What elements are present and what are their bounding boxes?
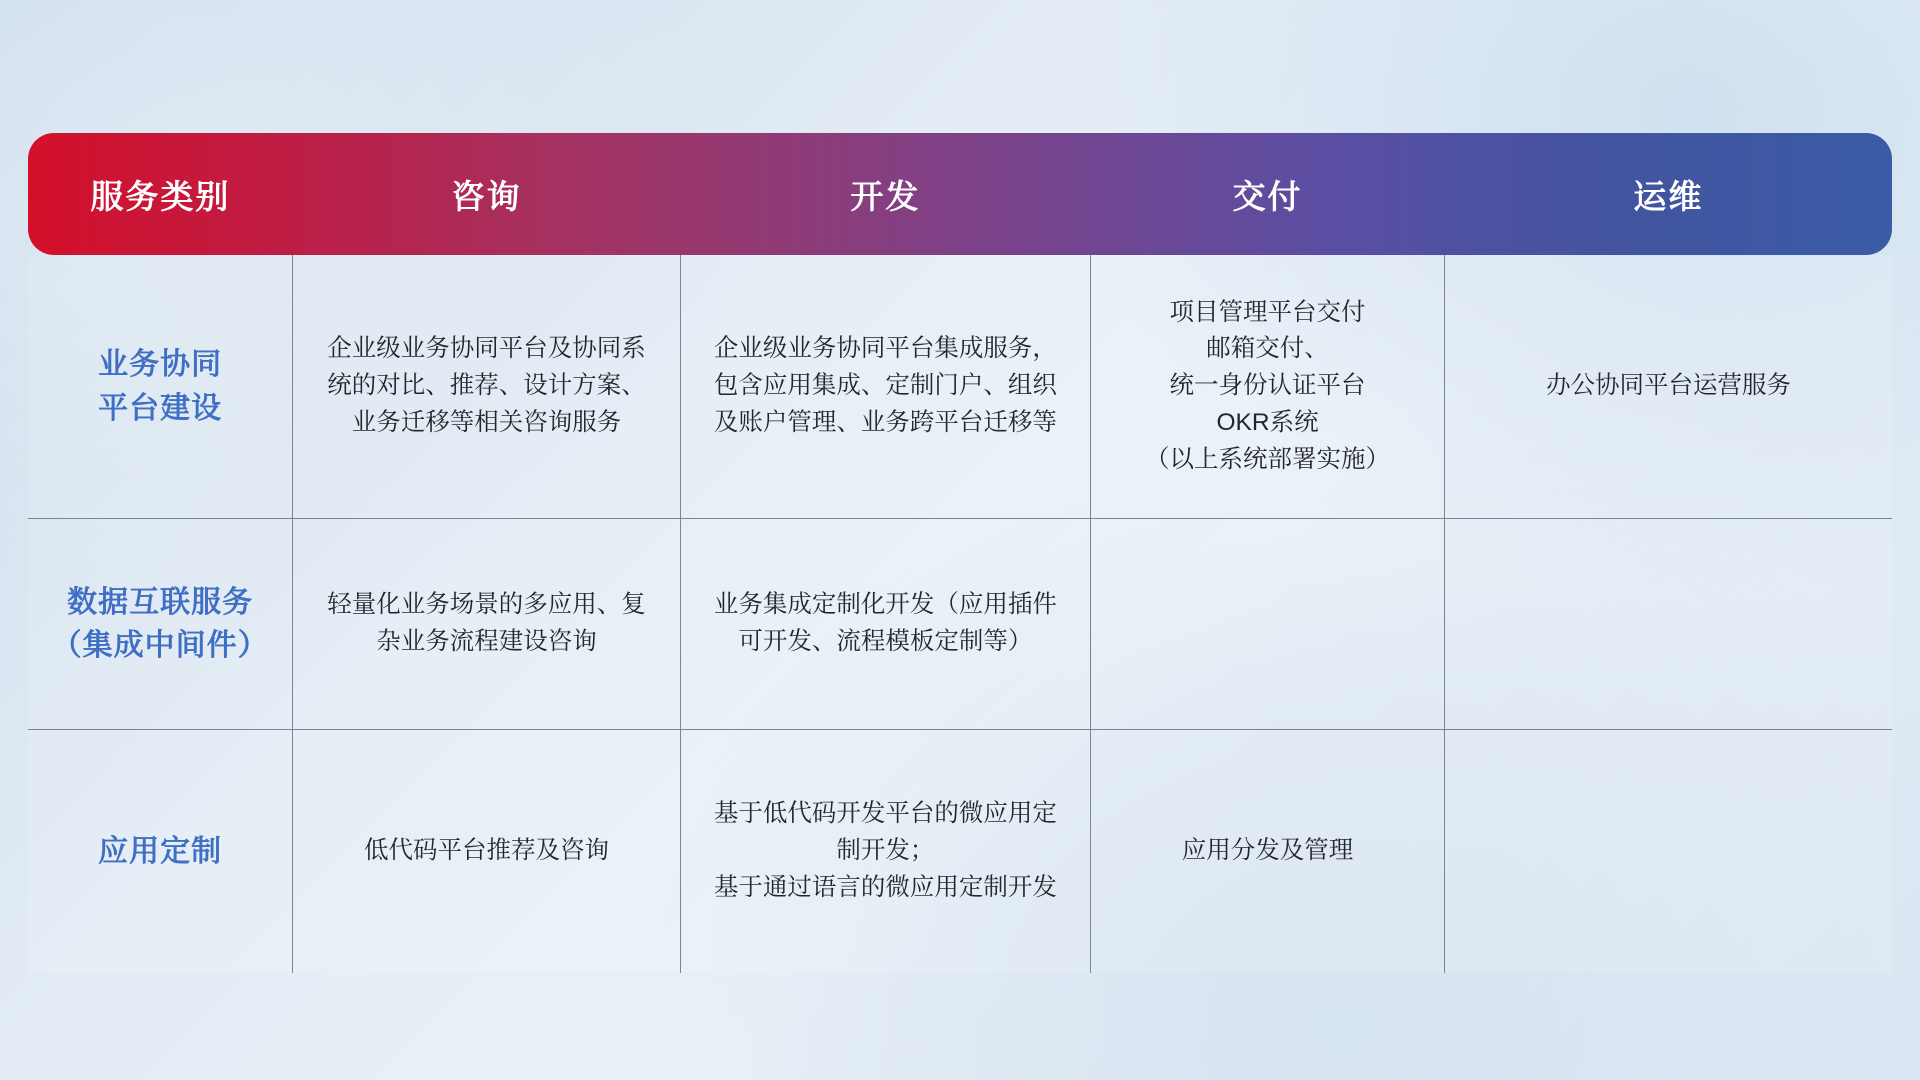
cell-operations-empty	[1445, 519, 1892, 730]
cell-line: 项目管理平台交付	[1169, 298, 1366, 326]
cell-line: 办公协同平台运营服务	[1546, 372, 1792, 400]
cell-line: 及账户管理、业务跨平台迁移等	[713, 408, 1057, 436]
row-category-line: 平台建设	[98, 391, 223, 425]
row-category-label	[28, 519, 293, 730]
table-row	[28, 730, 1892, 974]
header-row	[28, 133, 1892, 255]
cell-line: 业务集成定制化开发（应用插件	[713, 591, 1057, 619]
cell-line: 企业级业务协同平台集成服务，	[713, 335, 1057, 363]
cell-line: OKR系统	[1216, 408, 1319, 436]
cell-line: 制开发；	[836, 837, 935, 865]
cell-line: 统的对比、推荐、设计方案、	[327, 372, 646, 400]
cell-line: 包含应用集成、定制门户、组织	[713, 372, 1057, 400]
cell-line: 低代码平台推荐及咨询	[364, 837, 610, 865]
cell-line: （以上系统部署实施）	[1145, 445, 1391, 473]
table-header	[28, 133, 1892, 255]
cell-development	[680, 730, 1090, 974]
row-category-line: （集成中间件）	[51, 629, 269, 662]
cell-line: 企业级业务协同平台及协同系	[327, 335, 646, 363]
service-matrix-container	[28, 133, 1892, 973]
cell-operations-empty	[1445, 730, 1892, 974]
table-row	[28, 519, 1892, 730]
row-category-line: 数据互联服务	[67, 585, 254, 619]
cell-operations	[1445, 255, 1892, 519]
cell-consulting	[293, 730, 681, 974]
service-matrix-table	[28, 133, 1892, 973]
table-row	[28, 255, 1892, 519]
cell-line: 可开发、流程模板定制等）	[738, 628, 1033, 655]
cell-delivery	[1090, 255, 1444, 519]
cell-development	[680, 519, 1090, 730]
cell-line: 统一身份认证平台	[1169, 372, 1366, 400]
cell-line: 邮箱交付、	[1206, 335, 1329, 363]
cell-line: 轻量化业务场景的多应用、复	[327, 591, 646, 619]
cell-line: 基于低代码开发平台的微应用定	[713, 800, 1057, 828]
row-category-label	[28, 730, 293, 974]
row-category-line: 业务协同	[98, 348, 223, 381]
header-cell-consulting: 咨询	[451, 177, 522, 215]
cell-line: 业务迁移等相关咨询服务	[351, 408, 622, 436]
cell-delivery	[1090, 730, 1444, 974]
header-cell-category: 服务类别	[90, 177, 231, 215]
row-category-label	[28, 255, 293, 519]
cell-line: 应用分发及管理	[1181, 837, 1354, 865]
cell-consulting	[293, 255, 681, 519]
header-cell-development: 开发	[850, 177, 921, 215]
cell-consulting	[293, 519, 681, 730]
table-body	[28, 255, 1892, 973]
cell-line: 杂业务流程建设咨询	[376, 628, 597, 655]
row-category-line: 应用定制	[98, 834, 223, 868]
header-cell-delivery: 交付	[1232, 177, 1303, 215]
cell-delivery-empty	[1090, 519, 1444, 730]
header-cell-operations: 运维	[1633, 177, 1704, 215]
cell-line: 基于通过语言的微应用定制开发	[713, 873, 1057, 901]
cell-development	[680, 255, 1090, 519]
